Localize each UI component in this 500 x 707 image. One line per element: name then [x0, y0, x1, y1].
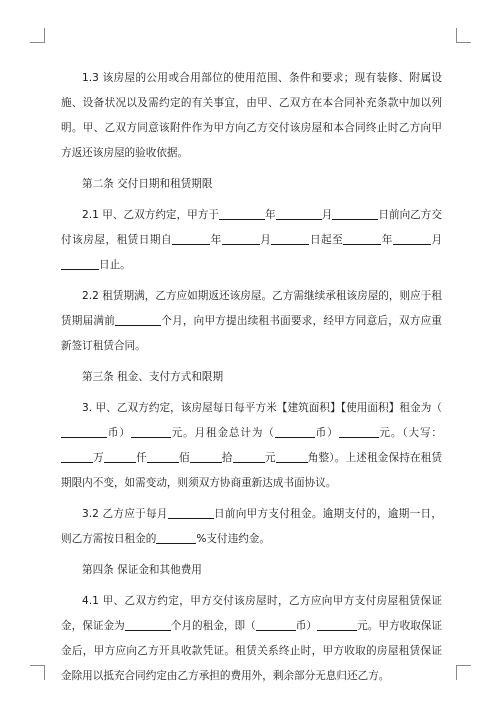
clause-2-1: 2.1 甲、乙双方约定，甲方于 年 月 日前向乙方交付该房屋，租赁日期自 年 月 日起至 年 月日止。 [61, 209, 443, 271]
clause-3: 3. 甲、乙双方约定，该房屋每日每平方米【建筑面积】【使用面积】租金为（币） 元。月租金总计为（ 币） 元。（大写：万 仟 佰 拾 元 角整）。上述租金保持在租赁期限内不变，如需变动，则须双方协商重新达成书面协议。 [61, 402, 443, 489]
blank-field[interactable] [275, 425, 315, 438]
clause-2-2: 2.2 租赁期满，乙方应如期返还该房屋。乙方需继续承租该房屋的，则应于租赁期届满前 个月，向甲方提出续租书面要求，经甲方同意后，双方应重新签订租赁合同。 [61, 290, 443, 352]
crop-mark-bottom-left [30, 665, 45, 680]
blank-field[interactable] [276, 450, 308, 463]
blank-field[interactable] [147, 450, 179, 463]
document-body [61, 66, 442, 695]
article-3-heading: 第三条 租金、支付方式和限期 [82, 371, 224, 383]
blank-field[interactable] [168, 506, 214, 519]
blank-field[interactable] [61, 425, 107, 438]
blank-field[interactable] [156, 531, 196, 544]
clause-4-1: 4.1 甲、乙双方约定，甲方交付该房屋时，乙方应向甲方支付房屋租赁保证金，保证金为 个月的租金，即（ 币） 元。甲方收取保证金后，甲方应向乙方开具收款凭证。租赁关系终止时，甲方收取的房屋租赁保证金除用以抵充合同约定由乙方承担的费用外，剩余部分无息归还乙方。 [61, 595, 443, 682]
blank-field[interactable] [276, 207, 322, 220]
blank-field[interactable] [190, 450, 222, 463]
blank-field[interactable] [219, 207, 265, 220]
blank-field[interactable] [317, 618, 357, 631]
blank-field[interactable] [256, 618, 296, 631]
article-2-heading: 第二条 交付日期和租赁期限 [82, 178, 213, 190]
blank-field[interactable] [233, 450, 265, 463]
crop-mark-top-right [456, 28, 471, 43]
blank-field[interactable] [61, 257, 99, 270]
clause-1-3: 1.3 该房屋的公用或合用部位的使用范围、条件和要求；现有装修、附属设施、设备状况以及需约定的有关事宜，由甲、乙双方在本合同补充条款中加以列明。甲、乙双方同意该附件作为甲方向乙方交付该房屋和本合同终止时乙方向甲方返还该房屋的验收依据。 [61, 72, 442, 159]
blank-field[interactable] [343, 232, 381, 245]
crop-mark-bottom-right [456, 665, 471, 680]
clause-3-2: 3.2 乙方应于每月 日前向甲方支付租金。逾期支付的，逾期一日，则乙方需按日租金的 %支付违约金。 [61, 508, 442, 545]
blank-field[interactable] [332, 207, 378, 220]
blank-field[interactable] [222, 232, 260, 245]
blank-field[interactable] [131, 425, 171, 438]
blank-field[interactable] [393, 232, 431, 245]
crop-mark-top-left [30, 28, 45, 43]
blank-field[interactable] [271, 232, 309, 245]
blank-field[interactable] [125, 618, 171, 631]
blank-field[interactable] [61, 450, 93, 463]
blank-field[interactable] [339, 425, 379, 438]
blank-field[interactable] [104, 450, 136, 463]
blank-field[interactable] [115, 313, 161, 326]
blank-field[interactable] [172, 232, 210, 245]
article-4-heading: 第四条 保证金和其他费用 [82, 564, 202, 576]
